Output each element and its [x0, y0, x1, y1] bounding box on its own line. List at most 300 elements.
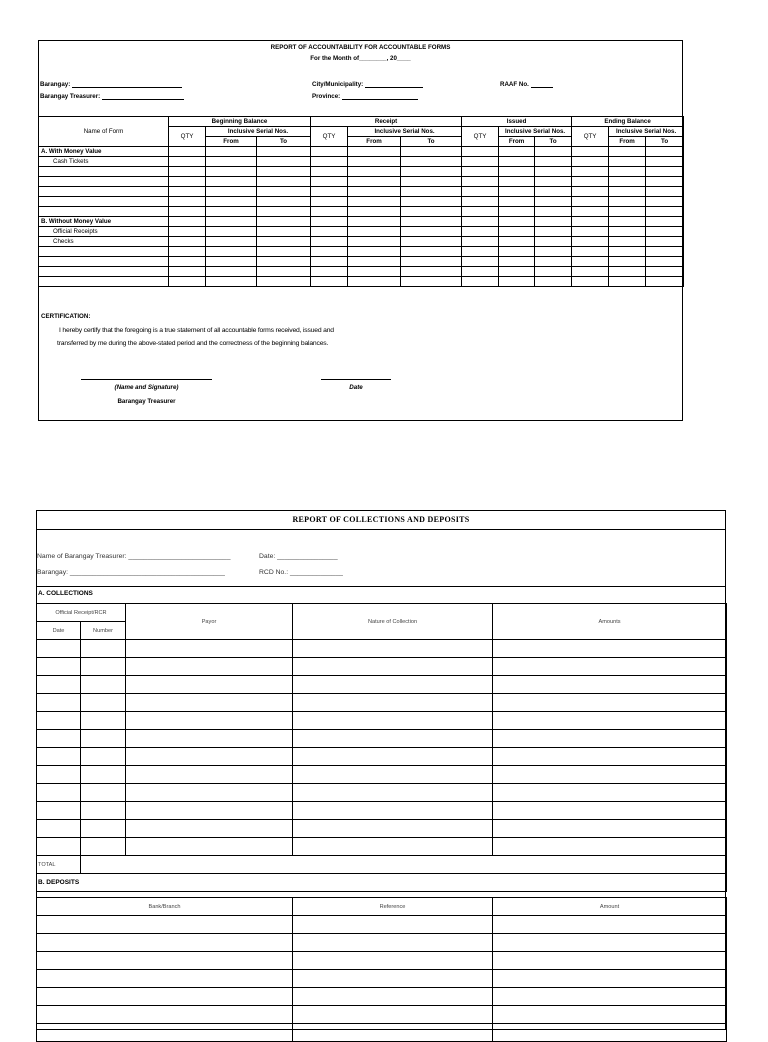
entry-cell[interactable] — [462, 167, 499, 177]
rcd-number-field[interactable]: RCD No.: ______________ — [259, 569, 343, 576]
entry-cell[interactable] — [401, 197, 462, 207]
entry-cell[interactable] — [401, 147, 462, 157]
form-name-cell — [39, 267, 169, 277]
header-qty: QTY — [572, 127, 609, 147]
entry-cell[interactable] — [206, 187, 257, 197]
entry-cell[interactable] — [169, 157, 206, 167]
collection-cell[interactable] — [293, 712, 493, 730]
entry-cell[interactable] — [499, 277, 535, 287]
report-date-field[interactable]: Date: ________________ — [259, 553, 338, 560]
entry-cell[interactable] — [348, 227, 401, 237]
entry-cell[interactable] — [609, 257, 646, 267]
entry-cell[interactable] — [257, 237, 311, 247]
entry-cell[interactable] — [572, 257, 609, 267]
entry-cell[interactable] — [348, 167, 401, 177]
entry-cell[interactable] — [646, 247, 684, 257]
entry-cell[interactable] — [462, 207, 499, 217]
entry-cell[interactable] — [609, 217, 646, 227]
collection-cell[interactable] — [81, 640, 126, 658]
form-row — [39, 247, 684, 257]
barangay-name-field[interactable]: Barangay: _________________________________________ — [37, 569, 225, 576]
collection-cell[interactable] — [126, 766, 293, 784]
entry-cell[interactable] — [348, 187, 401, 197]
collection-cell[interactable] — [81, 820, 126, 838]
entry-cell[interactable] — [348, 207, 401, 217]
entry-cell[interactable] — [572, 197, 609, 207]
collection-cell[interactable] — [37, 802, 81, 820]
deposits-body — [37, 916, 727, 1042]
entry-cell[interactable] — [311, 197, 348, 207]
collection-cell[interactable] — [493, 748, 727, 766]
entry-cell[interactable] — [169, 247, 206, 257]
entry-cell[interactable] — [206, 157, 257, 167]
entry-cell[interactable] — [311, 277, 348, 287]
entry-cell[interactable] — [462, 187, 499, 197]
date-line[interactable] — [321, 379, 391, 380]
signature-line[interactable] — [81, 379, 212, 380]
header-to: To — [257, 137, 311, 147]
entry-cell[interactable] — [206, 257, 257, 267]
entry-cell[interactable] — [609, 187, 646, 197]
city-field[interactable] — [312, 81, 423, 88]
entry-cell[interactable] — [609, 197, 646, 207]
collection-cell[interactable] — [126, 820, 293, 838]
collection-cell[interactable] — [37, 766, 81, 784]
entry-cell[interactable] — [462, 257, 499, 267]
entry-cell[interactable] — [401, 247, 462, 257]
deposit-cell[interactable] — [293, 1024, 493, 1042]
entry-cell[interactable] — [499, 157, 535, 167]
entry-cell[interactable] — [462, 237, 499, 247]
entry-cell[interactable] — [462, 217, 499, 227]
entry-cell[interactable] — [169, 227, 206, 237]
entry-cell[interactable] — [572, 167, 609, 177]
entry-cell[interactable] — [401, 207, 462, 217]
collection-cell[interactable] — [493, 694, 727, 712]
entry-cell[interactable] — [609, 147, 646, 157]
entry-cell[interactable] — [609, 177, 646, 187]
deposit-cell[interactable] — [293, 916, 493, 934]
entry-cell[interactable] — [646, 187, 684, 197]
entry-cell[interactable] — [206, 227, 257, 237]
entry-cell[interactable] — [401, 237, 462, 247]
collection-cell[interactable] — [81, 802, 126, 820]
entry-cell[interactable] — [609, 157, 646, 167]
entry-cell[interactable] — [609, 227, 646, 237]
entry-cell[interactable] — [462, 247, 499, 257]
entry-cell[interactable] — [348, 237, 401, 247]
collection-row — [37, 694, 727, 712]
entry-cell[interactable] — [499, 247, 535, 257]
deposit-cell[interactable] — [293, 934, 493, 952]
entry-cell[interactable] — [169, 237, 206, 247]
collection-cell[interactable] — [493, 712, 727, 730]
entry-cell[interactable] — [348, 147, 401, 157]
entry-cell[interactable] — [169, 187, 206, 197]
entry-cell[interactable] — [311, 167, 348, 177]
collection-cell[interactable] — [493, 802, 727, 820]
entry-cell[interactable] — [169, 267, 206, 277]
collection-cell[interactable] — [293, 838, 493, 856]
entry-cell[interactable] — [257, 207, 311, 217]
collection-cell[interactable] — [493, 820, 727, 838]
entry-cell[interactable] — [535, 247, 572, 257]
treasurer-field[interactable] — [40, 93, 184, 100]
entry-cell[interactable] — [462, 157, 499, 167]
entry-cell[interactable] — [462, 277, 499, 287]
collection-cell[interactable] — [81, 766, 126, 784]
entry-cell[interactable] — [462, 227, 499, 237]
entry-cell[interactable] — [311, 147, 348, 157]
collection-cell[interactable] — [493, 766, 727, 784]
entry-cell[interactable] — [572, 277, 609, 287]
form-name-cell: A. With Money Value — [39, 147, 169, 157]
raaf-label: RAAF No. — [500, 81, 529, 88]
entry-cell[interactable] — [348, 277, 401, 287]
collection-cell[interactable] — [493, 838, 727, 856]
collection-cell[interactable] — [37, 712, 81, 730]
barangay-field[interactable] — [40, 81, 182, 88]
collection-cell[interactable] — [293, 802, 493, 820]
entry-cell[interactable] — [572, 217, 609, 227]
deposit-cell[interactable] — [37, 1024, 293, 1042]
entry-cell[interactable] — [646, 237, 684, 247]
entry-cell[interactable] — [401, 177, 462, 187]
deposit-cell[interactable] — [493, 934, 727, 952]
entry-cell[interactable] — [311, 257, 348, 267]
entry-cell[interactable] — [499, 237, 535, 247]
collection-row — [37, 730, 727, 748]
entry-cell[interactable] — [572, 237, 609, 247]
entry-cell[interactable] — [206, 207, 257, 217]
entry-cell[interactable] — [257, 277, 311, 287]
entry-cell[interactable] — [535, 217, 572, 227]
entry-cell[interactable] — [257, 257, 311, 267]
header-serial: Inclusive Serial Nos. — [348, 127, 462, 137]
entry-cell[interactable] — [535, 147, 572, 157]
entry-cell[interactable] — [646, 217, 684, 227]
deposit-cell[interactable] — [37, 1006, 293, 1024]
entry-cell[interactable] — [206, 247, 257, 257]
entry-cell[interactable] — [646, 157, 684, 167]
entry-cell[interactable] — [206, 217, 257, 227]
collection-cell[interactable] — [126, 658, 293, 676]
collection-cell[interactable] — [293, 694, 493, 712]
deposit-cell[interactable] — [37, 952, 293, 970]
deposit-cell[interactable] — [493, 952, 727, 970]
collection-cell[interactable] — [493, 676, 727, 694]
entry-cell[interactable] — [206, 277, 257, 287]
entry-cell[interactable] — [257, 187, 311, 197]
entry-cell[interactable] — [646, 207, 684, 217]
entry-cell[interactable] — [348, 257, 401, 267]
collection-cell[interactable] — [126, 676, 293, 694]
entry-cell[interactable] — [609, 267, 646, 277]
deposit-row — [37, 970, 727, 988]
entry-cell[interactable] — [169, 197, 206, 207]
entry-cell[interactable] — [206, 237, 257, 247]
entry-cell[interactable] — [401, 227, 462, 237]
entry-cell[interactable] — [169, 177, 206, 187]
entry-cell[interactable] — [609, 237, 646, 247]
entry-cell[interactable] — [499, 187, 535, 197]
entry-cell[interactable] — [609, 247, 646, 257]
entry-cell[interactable] — [257, 227, 311, 237]
treasurer-name-field[interactable]: Name of Barangay Treasurer: ___________________________ — [37, 553, 231, 560]
accountability-form — [38, 40, 683, 421]
entry-cell[interactable] — [311, 227, 348, 237]
collection-row — [37, 820, 727, 838]
entry-cell[interactable] — [535, 267, 572, 277]
entry-cell[interactable] — [311, 237, 348, 247]
entry-cell[interactable] — [401, 277, 462, 287]
entry-cell[interactable] — [535, 157, 572, 167]
collection-cell[interactable] — [37, 694, 81, 712]
collection-cell[interactable] — [293, 730, 493, 748]
entry-cell[interactable] — [572, 207, 609, 217]
entry-cell[interactable] — [311, 267, 348, 277]
collection-cell[interactable] — [126, 712, 293, 730]
entry-cell[interactable] — [401, 267, 462, 277]
entry-cell[interactable] — [535, 237, 572, 247]
deposit-cell[interactable] — [493, 1024, 727, 1042]
collection-cell[interactable] — [37, 658, 81, 676]
collection-cell[interactable] — [126, 838, 293, 856]
deposit-cell[interactable] — [37, 970, 293, 988]
entry-cell[interactable] — [257, 147, 311, 157]
deposit-cell[interactable] — [493, 970, 727, 988]
form-name-cell: B. Without Money Value — [39, 217, 169, 227]
entry-cell[interactable] — [401, 187, 462, 197]
entry-cell[interactable] — [499, 177, 535, 187]
collection-cell[interactable] — [37, 784, 81, 802]
entry-cell[interactable] — [572, 147, 609, 157]
collection-cell[interactable] — [126, 802, 293, 820]
collection-row — [37, 748, 727, 766]
entry-cell[interactable] — [462, 267, 499, 277]
deposit-cell[interactable] — [493, 1006, 727, 1024]
entry-cell[interactable] — [311, 247, 348, 257]
deposit-cell[interactable] — [293, 1006, 493, 1024]
deposit-cell[interactable] — [293, 970, 493, 988]
entry-cell[interactable] — [646, 257, 684, 267]
entry-cell[interactable] — [646, 277, 684, 287]
entry-cell[interactable] — [257, 177, 311, 187]
entry-cell[interactable] — [311, 187, 348, 197]
entry-cell[interactable] — [401, 257, 462, 267]
collection-cell[interactable] — [37, 676, 81, 694]
entry-cell[interactable] — [609, 207, 646, 217]
entry-cell[interactable] — [499, 257, 535, 267]
collection-cell[interactable] — [293, 676, 493, 694]
collection-cell[interactable] — [293, 766, 493, 784]
form-name-cell — [39, 197, 169, 207]
accountable-forms-body — [39, 147, 684, 287]
entry-cell[interactable] — [348, 197, 401, 207]
entry-cell[interactable] — [535, 187, 572, 197]
deposit-cell[interactable] — [37, 916, 293, 934]
collection-cell[interactable] — [37, 820, 81, 838]
deposit-cell[interactable] — [37, 988, 293, 1006]
entry-cell[interactable] — [609, 167, 646, 177]
entry-cell[interactable] — [499, 167, 535, 177]
entry-cell[interactable] — [499, 147, 535, 157]
entry-cell[interactable] — [401, 157, 462, 167]
entry-cell[interactable] — [535, 277, 572, 287]
deposit-row — [37, 1006, 727, 1024]
collection-cell[interactable] — [37, 730, 81, 748]
entry-cell[interactable] — [535, 257, 572, 267]
entry-cell[interactable] — [311, 177, 348, 187]
entry-cell[interactable] — [499, 227, 535, 237]
deposit-cell[interactable] — [293, 952, 493, 970]
collection-cell[interactable] — [81, 676, 126, 694]
entry-cell[interactable] — [499, 207, 535, 217]
collection-cell[interactable] — [493, 784, 727, 802]
province-line — [342, 93, 418, 100]
entry-cell[interactable] — [348, 177, 401, 187]
entry-cell[interactable] — [535, 167, 572, 177]
entry-cell[interactable] — [257, 197, 311, 207]
form-name-cell — [39, 257, 169, 267]
header-nature-of-collection: Nature of Collection — [293, 604, 493, 640]
collection-cell[interactable] — [293, 784, 493, 802]
collection-cell[interactable] — [37, 838, 81, 856]
collection-cell[interactable] — [493, 730, 727, 748]
collection-cell[interactable] — [493, 658, 727, 676]
deposit-cell[interactable] — [493, 916, 727, 934]
entry-cell[interactable] — [572, 267, 609, 277]
entry-cell[interactable] — [535, 207, 572, 217]
total-value-cell[interactable] — [81, 856, 727, 874]
deposit-row — [37, 934, 727, 952]
entry-cell[interactable] — [646, 267, 684, 277]
collection-cell[interactable] — [81, 658, 126, 676]
collection-cell[interactable] — [493, 640, 727, 658]
entry-cell[interactable] — [348, 267, 401, 277]
collection-cell[interactable] — [126, 694, 293, 712]
entry-cell[interactable] — [462, 177, 499, 187]
deposit-cell[interactable] — [37, 934, 293, 952]
entry-cell[interactable] — [401, 167, 462, 177]
header-issued: Issued — [462, 117, 572, 127]
entry-cell[interactable] — [206, 197, 257, 207]
collection-cell[interactable] — [81, 694, 126, 712]
accountable-forms-table — [38, 116, 684, 287]
collection-cell[interactable] — [81, 838, 126, 856]
entry-cell[interactable] — [572, 187, 609, 197]
entry-cell[interactable] — [499, 217, 535, 227]
entry-cell[interactable] — [535, 197, 572, 207]
barangay-line — [72, 81, 182, 88]
entry-cell[interactable] — [169, 207, 206, 217]
collection-cell[interactable] — [81, 784, 126, 802]
city-line — [365, 81, 423, 88]
entry-cell[interactable] — [311, 217, 348, 227]
entry-cell[interactable] — [169, 257, 206, 267]
entry-cell[interactable] — [257, 267, 311, 277]
form-row — [39, 227, 684, 237]
entry-cell[interactable] — [348, 157, 401, 167]
entry-cell[interactable] — [462, 147, 499, 157]
entry-cell[interactable] — [462, 197, 499, 207]
entry-cell[interactable] — [499, 267, 535, 277]
entry-cell[interactable] — [401, 217, 462, 227]
entry-cell[interactable] — [646, 227, 684, 237]
entry-cell[interactable] — [311, 207, 348, 217]
entry-cell[interactable] — [257, 157, 311, 167]
collection-cell[interactable] — [293, 820, 493, 838]
entry-cell[interactable] — [257, 167, 311, 177]
header-to: To — [401, 137, 462, 147]
entry-cell[interactable] — [311, 157, 348, 167]
collection-cell[interactable] — [81, 712, 126, 730]
entry-cell[interactable] — [646, 147, 684, 157]
deposit-row — [37, 952, 727, 970]
entry-cell[interactable] — [169, 277, 206, 287]
deposit-cell[interactable] — [493, 988, 727, 1006]
entry-cell[interactable] — [535, 177, 572, 187]
collection-cell[interactable] — [37, 748, 81, 766]
collection-cell[interactable] — [37, 640, 81, 658]
barangay-label: Barangay: — [40, 81, 71, 88]
entry-cell[interactable] — [206, 167, 257, 177]
collection-row — [37, 802, 727, 820]
collection-cell[interactable] — [293, 748, 493, 766]
collection-cell[interactable] — [126, 730, 293, 748]
entry-cell[interactable] — [257, 247, 311, 257]
entry-cell[interactable] — [572, 157, 609, 167]
entry-cell[interactable] — [169, 167, 206, 177]
collections-deposits-form — [36, 510, 726, 1030]
form1-subtitle: For the Month of________, 20____ — [310, 55, 411, 62]
entry-cell[interactable] — [169, 217, 206, 227]
entry-cell[interactable] — [646, 167, 684, 177]
collection-cell[interactable] — [81, 748, 126, 766]
form-row — [39, 167, 684, 177]
collection-row — [37, 676, 727, 694]
collection-cell[interactable] — [293, 658, 493, 676]
total-label: TOTAL — [37, 856, 81, 874]
deposit-cell[interactable] — [293, 988, 493, 1006]
collection-cell[interactable] — [81, 730, 126, 748]
entry-cell[interactable] — [535, 227, 572, 237]
entry-cell[interactable] — [572, 247, 609, 257]
collection-cell[interactable] — [126, 640, 293, 658]
entry-cell[interactable] — [572, 177, 609, 187]
entry-cell[interactable] — [257, 217, 311, 227]
entry-cell[interactable] — [348, 217, 401, 227]
province-field[interactable] — [312, 93, 418, 100]
entry-cell[interactable] — [169, 147, 206, 157]
header-number: Number — [81, 622, 126, 640]
entry-cell[interactable] — [609, 277, 646, 287]
entry-cell[interactable] — [499, 197, 535, 207]
entry-cell[interactable] — [348, 247, 401, 257]
entry-cell[interactable] — [572, 227, 609, 237]
entry-cell[interactable] — [646, 177, 684, 187]
collection-cell[interactable] — [126, 748, 293, 766]
collection-cell[interactable] — [126, 784, 293, 802]
entry-cell[interactable] — [206, 177, 257, 187]
raaf-field[interactable] — [500, 81, 553, 88]
deposit-row — [37, 916, 727, 934]
collection-cell[interactable] — [293, 640, 493, 658]
entry-cell[interactable] — [206, 147, 257, 157]
entry-cell[interactable] — [206, 267, 257, 277]
header-payor: Payor — [126, 604, 293, 640]
entry-cell[interactable] — [646, 197, 684, 207]
